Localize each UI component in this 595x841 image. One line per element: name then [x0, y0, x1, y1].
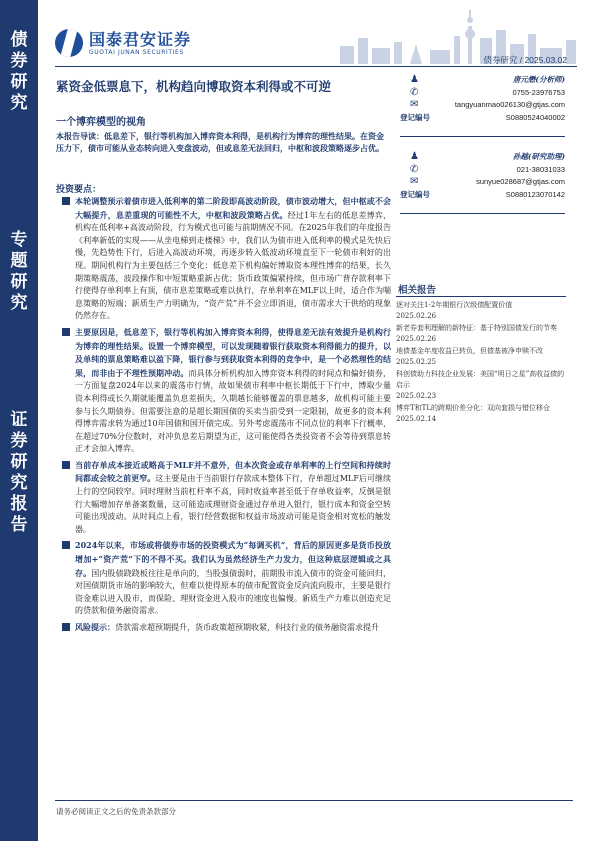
related-report-date: 2025.02.26: [396, 312, 437, 320]
analyst-divider: [400, 136, 565, 137]
key-point-item: [62, 459, 391, 537]
related-report-date: 2025.02.26: [396, 335, 437, 343]
related-report-date: 2025.02.25: [396, 358, 437, 366]
key-point-bold: 主要原因是，低息差下，银行等机构加入博弈资本利得，使得息差无法有效提升是机构行为博弈的理性结果。设置一个博弈模型，可以发现随着银行获取资本利得能力的提升，以及单纯的票息策略难以盈下降，银行参与到获取资本利得的竞争中，是一个必然理性的结果，而非由于不理性预期冲动。: [75, 326, 391, 378]
related-report-title[interactable]: 逐对关注1-2年期银行次级债配置价值: [396, 301, 513, 309]
left-sidebar: [0, 0, 38, 841]
summary-body: 低息差下，银行等机构加入博弈资本利得，是机构行为博弈的理性结果。在资金压力下，债市可能从业态转向进入变盘波动，但或息差无法回归，中枢和波段策略逐步占优。: [56, 131, 384, 153]
related-report-item[interactable]: [396, 323, 568, 345]
related-report-item[interactable]: [396, 300, 568, 322]
email-icon: ✉: [410, 99, 419, 110]
bullet-square-icon: [62, 541, 70, 549]
person-icon: ♟: [410, 74, 419, 85]
key-point-item: [62, 195, 391, 323]
person-icon: ♟: [410, 151, 419, 162]
analyst-phone: 0755-23976753: [512, 87, 565, 97]
key-point-text: 而具体分析机构加入博弈资本利得的时间点和偏好债券，一方面复盘2024年以来的震荡市行情，故如果债市利率中枢长期低于下行中，博取少量资本利得或长久期就能覆盖负息差损失，久期越长能够覆盖的票息越多，故机构可能主要参与长久期债券。但需要注意的是超长期国债的买卖当前受到一定限制，故更多的资本利得博弈需求转为通过10年国债和国开债完成。另外考虑震荡市不同点位的利率下行概率，在超过70%分位数时，对冲负息差后期望为正，这可能使得各类投资者不会等待到票息转正才会加入博弈。: [75, 368, 392, 454]
bullet-square-icon: [62, 461, 70, 469]
report-subtitle: 一个博弈模型的视角: [56, 117, 146, 128]
registration-label: 登记编号: [400, 189, 430, 199]
key-point-text: 这主要是由于当前银行存款成本整体下行，存单超过MLF后可继续上行的空间较窄。同时理财当前杠杆率不高，同时收益率甚至低于存单收益率，反倒是银行大幅增加存单备案数量，这可能造成理财资金通过存单进入银行，银行成本和资金空转可能出现波动。从时间点上看，银行经营数据和权益市场波动可能是资金相对宽松的触发器。: [75, 474, 392, 534]
related-report-title[interactable]: 科创债助力科技企业发展：美国“明日之星”高收益债的启示: [396, 370, 565, 389]
analyst-divider: [400, 213, 565, 214]
related-divider: [396, 296, 566, 297]
key-point-item: [62, 326, 391, 456]
analyst-card: [400, 74, 565, 124]
report-summary: [56, 130, 388, 154]
key-point-bold: 本轮调整预示着债市进入低利率的第二阶段即高波动阶段，债市波动增大，但中枢或不会大幅提升，息差重现的可能性不大，中枢和波段策略占优。: [75, 196, 391, 220]
related-reports-title: 相关报告: [398, 285, 437, 296]
bullet-square-icon: [62, 328, 70, 336]
analyst-card: [400, 151, 565, 201]
related-report-item[interactable]: [396, 403, 568, 425]
registration-number: S0880524040002: [505, 112, 565, 122]
analyst-phone: 021-38031033: [516, 164, 565, 174]
key-points-label: 投资要点：: [56, 185, 102, 195]
phone-icon: ✆: [410, 163, 419, 175]
related-reports-list: [396, 300, 568, 426]
related-report-date: 2025.02.23: [396, 392, 437, 400]
related-report-item[interactable]: [396, 346, 568, 368]
key-points-list: [62, 195, 391, 638]
report-category-date: [483, 54, 567, 66]
related-report-title[interactable]: 地债基金年度收益已转负，但债基被净申赎不改: [396, 347, 543, 355]
logo-mark-icon: [55, 29, 83, 57]
sidebar-label-securities-report: 证券研究报告: [10, 410, 28, 535]
report-title: 紧资金低票息下，机构趋向博取资本利得或不可逆: [56, 79, 332, 94]
registration-label: 登记编号: [400, 112, 430, 122]
key-point-bold: 2024年以来，市场或将债券市场的投资模式为“每调买机”，背后的原因更多是货币投放增加+“资产荒”下的不得不买。我们认为虽然经济生产力发力，但这种底层逻辑或之具存。: [75, 540, 391, 578]
related-report-title[interactable]: 新老券套利理解的新特征：基于特别国债发行的节奏: [396, 324, 557, 332]
analyst-name: 孙越(研究助理): [512, 152, 565, 161]
analyst-email[interactable]: tangyuanmao026130@gtjas.com: [454, 100, 565, 109]
key-point-text: 国内股债跷跷板往往是单向的，当股强债弱时，前期股市流入债市的资金可能回归，对国债期货市场的影响较大，但难以使得原本的债市配置资金反向流向股市，主要是银行资金难以进入股市，而保险、理财资金进入股市的速度也偏慢。新质生产力难以创造充足的贷款和债务融资需求。: [75, 568, 392, 616]
key-point-text: 经过1年左右的低息差博弈，机构在低利率+高波动阶段，行为模式也可能与前期情况不同。在2025年我们的年度报告《利率新低的实现——从坐电梯到走楼梯》中，我们认为债市进入低利率的模式是先快后慢，先趋势性下行，后进入高波动环境，再逐步转入低波动环境直至下一轮债市利好的出现。期间机构行为主要包括三个变化：低息差下机构偏好博取资本理性博弈的结果，长久期策略震荡，波段操作和中短策略重新占优；货币政策偏紧持续，但市场广普存款利率下行使得存单利率上有顶，债市息差策略或难以执行，存单利率在MLF以上时，适合作为喘息策略的短端；新质生产力明确为，“资产荒”并不会立即消退，债市需求大于供给的现象仍然存在。: [75, 210, 392, 321]
bullet-square-icon: [62, 197, 70, 205]
related-report-title[interactable]: 博弈T和TL的跨期价差分化：双向套损与错位移仓: [396, 404, 550, 412]
key-point-text: 贷款需求超预期提升，货币政策超预期收紧，科技行业的债务融资需求提升: [115, 623, 379, 632]
header-divider: [55, 66, 577, 67]
analyst-email[interactable]: sunyue028687@gtjas.com: [476, 177, 565, 186]
key-point-item: [62, 539, 391, 618]
analyst-name: 唐元懋(分析师): [512, 75, 565, 84]
company-logo: [55, 29, 191, 57]
logo-chinese-name: 国泰君安证券: [89, 29, 192, 49]
footer-divider: [55, 800, 573, 801]
email-icon: ✉: [410, 176, 419, 187]
bullet-square-icon: [62, 623, 70, 631]
report-date: 2025.03.02: [524, 55, 567, 65]
key-point-item: [62, 621, 391, 635]
sidebar-label-special-research: 专题研究: [10, 230, 28, 313]
key-point-bold: 风险提示：: [75, 622, 115, 632]
phone-icon: ✆: [410, 86, 419, 98]
key-point-bold: 当前存单成本接近或略高于MLF并不意外，但本次资金或存单利率的上行空间和持续时间都或会较之前更窄。: [75, 459, 391, 484]
sidebar-label-bond-research: 债券研究: [10, 30, 28, 113]
related-report-item[interactable]: [396, 369, 568, 402]
related-report-date: 2025.02.14: [396, 415, 437, 423]
report-category: 债券研究: [483, 55, 518, 65]
summary-label: 本报告导读：: [56, 131, 104, 141]
logo-english-name: GUOTAI JUNAN SECURITIES: [89, 48, 184, 56]
meta-separator: /: [519, 55, 523, 65]
registration-number: S0880123070142: [505, 189, 565, 199]
footer-disclaimer: 请务必阅读正文之后的免责条款部分: [56, 807, 176, 816]
